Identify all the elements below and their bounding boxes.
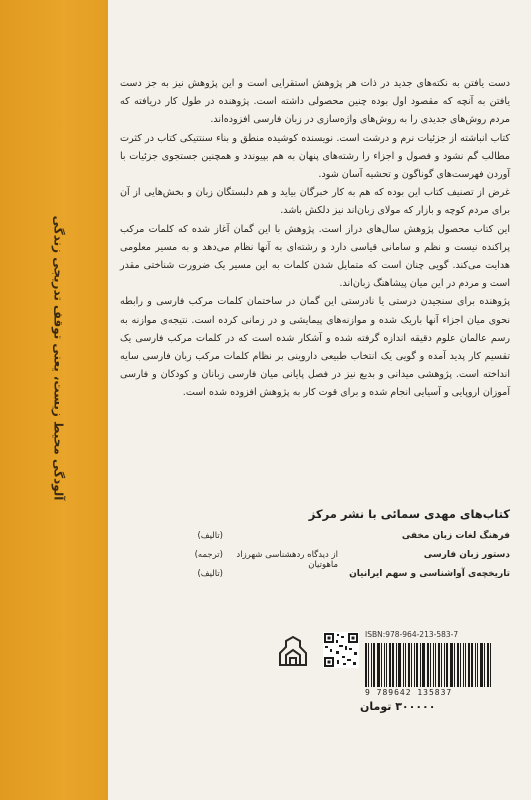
book-role: (تالیف): [197, 531, 223, 541]
book-item: [118, 569, 510, 588]
blurb-paragraph: غرض از تصنیف کتاب این بوده که هم به کار خبرگان بیاید و هم دلبستگان زبان و بخش‌هایی از آن برای مردم کوچه و بازار که مولای زبان‌اند نیز دلکش باشد.: [120, 187, 510, 217]
price-label: ۳۰۰۰۰۰ تومان: [360, 700, 436, 713]
barcode-bar: [392, 643, 394, 687]
barcode-bar: [411, 643, 412, 687]
side-band-text: آلودگی محیط زیست، یعنی توقف تدریجی زندگی: [51, 215, 65, 501]
barcode-bar: [433, 643, 434, 687]
book-title: دستور زبان فارسی: [423, 550, 510, 560]
barcode-bar: [414, 643, 415, 687]
barcode-bar: [460, 643, 461, 687]
barcode-bar: [368, 643, 369, 687]
blurb-paragraph: این کتاب محصول پژوهش سال‌های دراز است. پژوهش با این گمان آغاز شده که کلمات مرکب پراکنده نیست و نظم و سامانی قیاسی دارد و رشته‌ای به آنها نظام می‌دهد و به مسیر معلومی هدایت می‌کند. گویی چنان است که متمایل شدن کلمات به این مسیر یک ضرورت شناختی مقدر است و مردم در این میان پیشاهنگ زبان‌اند.: [120, 223, 510, 290]
barcode-bar: [398, 643, 401, 687]
barcode-bar: [446, 643, 448, 687]
publisher-logo-icon: [274, 633, 312, 671]
book-item: [118, 550, 510, 569]
barcode-bar: [475, 643, 476, 687]
barcode-bar: [405, 643, 406, 687]
barcode-icon: [365, 643, 506, 687]
barcode-bar: [408, 643, 410, 687]
blurb-paragraph: دست یافتن به نکته‌های جدید در ذات هر پژوهش استقرایی است و این پژوهش نیز به جز دست یافتن به آنچه که مقصود اول بوده چنین محصولی داشته است. پژوهنده در طول کار دریافته که مردم روش‌های جدیدی را به روش‌های واژه‌سازی در زبان فارسی افزوده‌اند.: [120, 78, 510, 126]
book-middle: از دیدگاه ردهشناسی شهرزاد ماهوتیان: [236, 550, 338, 570]
barcode-bar: [463, 643, 464, 687]
barcode-bar: [450, 643, 453, 687]
qr-code-icon: [323, 632, 359, 668]
barcode-bar: [381, 643, 382, 687]
barcode-bar: [435, 643, 436, 687]
barcode-bar: [422, 643, 425, 687]
barcode-bar: [416, 643, 418, 687]
isbn-label: ISBN:978-964-213-583-7: [365, 630, 459, 639]
blurb-paragraph: کتاب انباشته از جزئیات نرم و درشت است. نویسنده کوشیده منطق و بناء سنتتیکی کتاب در کثرت مطالب گم نشود و فصول و اجزاء را رشته‌های پنهان به هم بپیوندد و همچنین جستجوی جزئیات با آوردن فهرست‌های گوناگون و تحشیه آسان شود.: [120, 132, 510, 181]
barcode-bar: [420, 643, 421, 687]
barcode-bar: [441, 643, 442, 687]
barcode-bar: [471, 643, 473, 687]
barcode-bar: [454, 643, 455, 687]
book-role: (ترجمه): [194, 550, 223, 560]
barcode-bar: [444, 643, 445, 687]
barcode-bar: [468, 643, 470, 687]
book-item: [118, 531, 510, 550]
barcode-bar: [403, 643, 404, 687]
barcode-number: 9 789642 135837: [365, 688, 453, 697]
other-books-title: کتاب‌های مهدی سمائی با نشر مرکز: [308, 507, 510, 521]
barcode-bar: [365, 643, 367, 687]
barcode-bar: [465, 643, 466, 687]
barcode-bar: [384, 643, 385, 687]
barcode-bar: [484, 643, 485, 687]
book-title: فرهنگ لغات زبان مخفی: [401, 531, 510, 541]
barcode-bar: [457, 643, 459, 687]
blurb-text: [120, 75, 510, 403]
barcode-bar: [396, 643, 397, 687]
other-books-section: [118, 507, 510, 588]
barcode-bar: [377, 643, 380, 687]
barcode-bar: [490, 643, 491, 687]
barcode-bar: [480, 643, 483, 687]
barcode-bar: [371, 643, 372, 687]
barcode-bar: [389, 643, 391, 687]
barcode-bar: [438, 643, 440, 687]
barcode-bar: [487, 643, 489, 687]
book-role: (تالیف): [197, 569, 223, 579]
book-title: تاریخچه‌ی آواشناسی و سهم ایرانیان: [349, 569, 510, 579]
barcode-bar: [477, 643, 478, 687]
side-band: [0, 0, 108, 800]
barcode-bar: [373, 643, 375, 687]
barcode-bar: [430, 643, 431, 687]
barcode-bar: [427, 643, 429, 687]
barcode-bar: [386, 643, 387, 687]
blurb-paragraph: پژوهنده برای سنجیدن درستی یا نادرستی این گمان در ساختمان کلمات مرکب فارسی و رابطه نحوی میان اجزاء آنها باریک شده و موازنه‌های پیمایشی و در زمانی کرده است. نتیجه‌ی موازنه به رسم عالمان علوم دقیقه اندازه گرفته شده و آشکار شده است که در کلمات مرکب فارسی یک تقسیم کار پدید آمده و گویی یک انتخاب طبیعی داروینی بر نظام کلمات مرکب زبان فارسی سایه انداخته است. پژوهشی میدانی و بدیع نیز در فصل پایانی میان فارسی زبانان و کودکان و فارسی آموزان اروپایی و آسیایی انجام شده و برای قوت کار به پژوهش افزوده شده است.: [120, 296, 510, 399]
side-band-text-wrap: [44, 178, 72, 538]
